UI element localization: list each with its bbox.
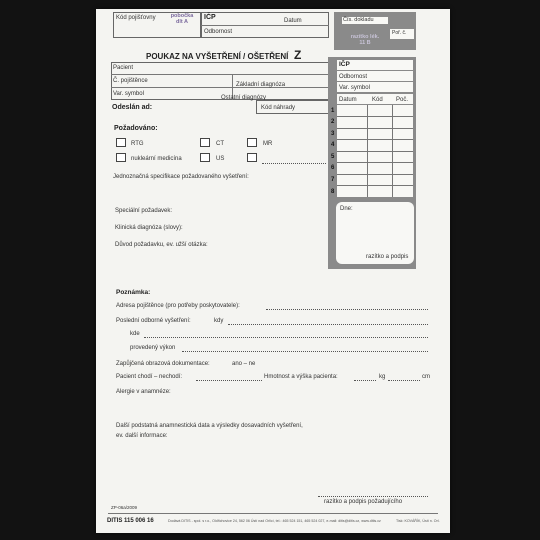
checkbox-mr[interactable] xyxy=(247,138,257,147)
label-alergie: Alergie v anamnéze: xyxy=(116,389,171,395)
label-icp: IČP xyxy=(204,14,216,21)
label-pozadovano: Požadováno: xyxy=(114,125,158,132)
footer-print-info: Tisk: KOVÁŘÍK, Ústí n. Orl. xyxy=(396,519,440,523)
field-kdy[interactable] xyxy=(228,324,428,325)
label-specifikace: Jednoznačná specifikace požadovaného vyšetření: xyxy=(113,174,249,180)
panel-label-datum: Datum xyxy=(339,97,357,103)
label-hmotnost: Hmotnost a výška pacienta: xyxy=(264,374,338,380)
label-kdy: kdy xyxy=(214,318,224,324)
field-pacient-chodi[interactable] xyxy=(196,380,262,381)
label-duvod: Důvod požadavku, ev. užší otázka: xyxy=(115,242,208,248)
label-ct: CT xyxy=(216,141,224,147)
label-dalsi-line1: Další podstatná anamnestická data a výsledky dosavadních vyšetření, xyxy=(116,423,303,429)
label-pacient-chodi: Pacient chodí – nechodí: xyxy=(116,374,183,380)
label-dalsi-line2: ev. další informace: xyxy=(116,433,168,439)
label-poznamka: Poznámka: xyxy=(116,289,151,296)
label-posledni: Poslední odborné vyšetření: xyxy=(116,318,191,324)
field-hmotnost[interactable] xyxy=(354,380,376,381)
form-title-letter: Z xyxy=(294,48,302,62)
label-odbornost: Odbornost xyxy=(204,29,233,35)
panel-row-number: 1 xyxy=(331,108,335,114)
label-poradove-cislo: Poř. č. xyxy=(392,30,407,36)
label-kde: kde xyxy=(130,331,140,337)
checkbox-us[interactable] xyxy=(200,153,210,162)
checkbox-rtg[interactable] xyxy=(116,138,126,147)
label-cislo-pojistence: Č. pojištěnce xyxy=(113,78,148,84)
label-cm: cm xyxy=(422,374,430,380)
stamp-lek: razítko lék. 11 B xyxy=(350,34,380,46)
footer-supplier-info: Dodává DITIS - spol. s r.o., Oldřichovice 24, 562 06 Ústí nad Orlicí, tel.: 465 524 151, 465 524 027, e-mail: ditis@ditis.cz, www.ditis.cz xyxy=(168,519,381,523)
panel-row-number: 3 xyxy=(331,131,335,137)
label-nuklearni: nukleární medicína xyxy=(131,156,182,162)
panel-label-poc: Poč. xyxy=(396,97,409,103)
label-odeslan-ad: Odeslán ad: xyxy=(112,104,153,111)
referral-form-sheet xyxy=(96,9,450,533)
panel-label-odbornost: Odbornost xyxy=(339,74,368,80)
stamp-pobocka: pobočka dlt A xyxy=(170,13,194,25)
label-kod-pojistovny: Kód pojišťovny xyxy=(116,15,156,21)
label-zapujcena: Zapůjčená obrazová dokumentace: xyxy=(116,361,210,367)
panel-label-icp: IČP xyxy=(339,61,350,68)
panel-row-number: 4 xyxy=(331,142,335,148)
panel-row-number: 5 xyxy=(331,154,335,160)
checkbox-other[interactable] xyxy=(247,153,257,162)
form-title: POUKAZ NA VYŠETŘENÍ / OŠETŘENÍ xyxy=(146,52,289,61)
field-provedeny[interactable] xyxy=(182,351,428,352)
panel-row-number: 7 xyxy=(331,177,335,183)
other-field[interactable] xyxy=(262,163,326,164)
label-var-symbol: Var. symbol xyxy=(113,91,144,97)
field-kde[interactable] xyxy=(144,337,428,338)
label-kg: kg xyxy=(379,374,386,380)
label-adresa: Adresa pojištěnce (pro potřeby poskytovatele): xyxy=(116,303,240,309)
label-mr: MR xyxy=(263,141,273,147)
label-rtg: RTG xyxy=(131,141,144,147)
label-ano-ne: ano – ne xyxy=(232,361,256,367)
checkbox-ct[interactable] xyxy=(200,138,210,147)
panel-label-var-symbol: Var. symbol xyxy=(339,85,370,91)
panel-label-razitko: razítko a podpis xyxy=(366,254,409,260)
label-ostatni-diagnozy: Ostatní diagnózy xyxy=(221,95,267,101)
panel-label-dne: Dne: xyxy=(340,206,353,212)
field-adresa[interactable] xyxy=(266,309,428,310)
label-kod-nahrady: Kód náhrady xyxy=(261,105,296,111)
panel-label-kod: Kód xyxy=(372,97,383,103)
label-specialni: Speciální požadavek: xyxy=(115,208,173,214)
label-klinicka: Klinická diagnóza (slovy): xyxy=(115,225,183,231)
label-cis-dokladu: Čís. dokladu xyxy=(343,17,374,23)
field-vyska[interactable] xyxy=(388,380,420,381)
form-code: ZP-06a/2009 xyxy=(111,505,138,510)
panel-row-number: 8 xyxy=(331,189,335,195)
label-razitko-podpis: razítko a podpis požadujícího xyxy=(324,499,403,505)
panel-row-number: 2 xyxy=(331,119,335,125)
label-datum: Datum xyxy=(284,18,302,24)
ditis-code: DITIS 115 006 16 xyxy=(107,518,154,524)
label-provedeny: provedený výkon xyxy=(130,345,176,351)
label-us: US xyxy=(216,156,225,162)
panel-row-number: 6 xyxy=(331,165,335,171)
label-pacient: Pacient xyxy=(113,65,134,71)
label-zakladni-diagnoza: Základní diagnóza xyxy=(236,82,286,88)
checkbox-nuklearni[interactable] xyxy=(116,153,126,162)
signature-line[interactable] xyxy=(318,496,428,497)
